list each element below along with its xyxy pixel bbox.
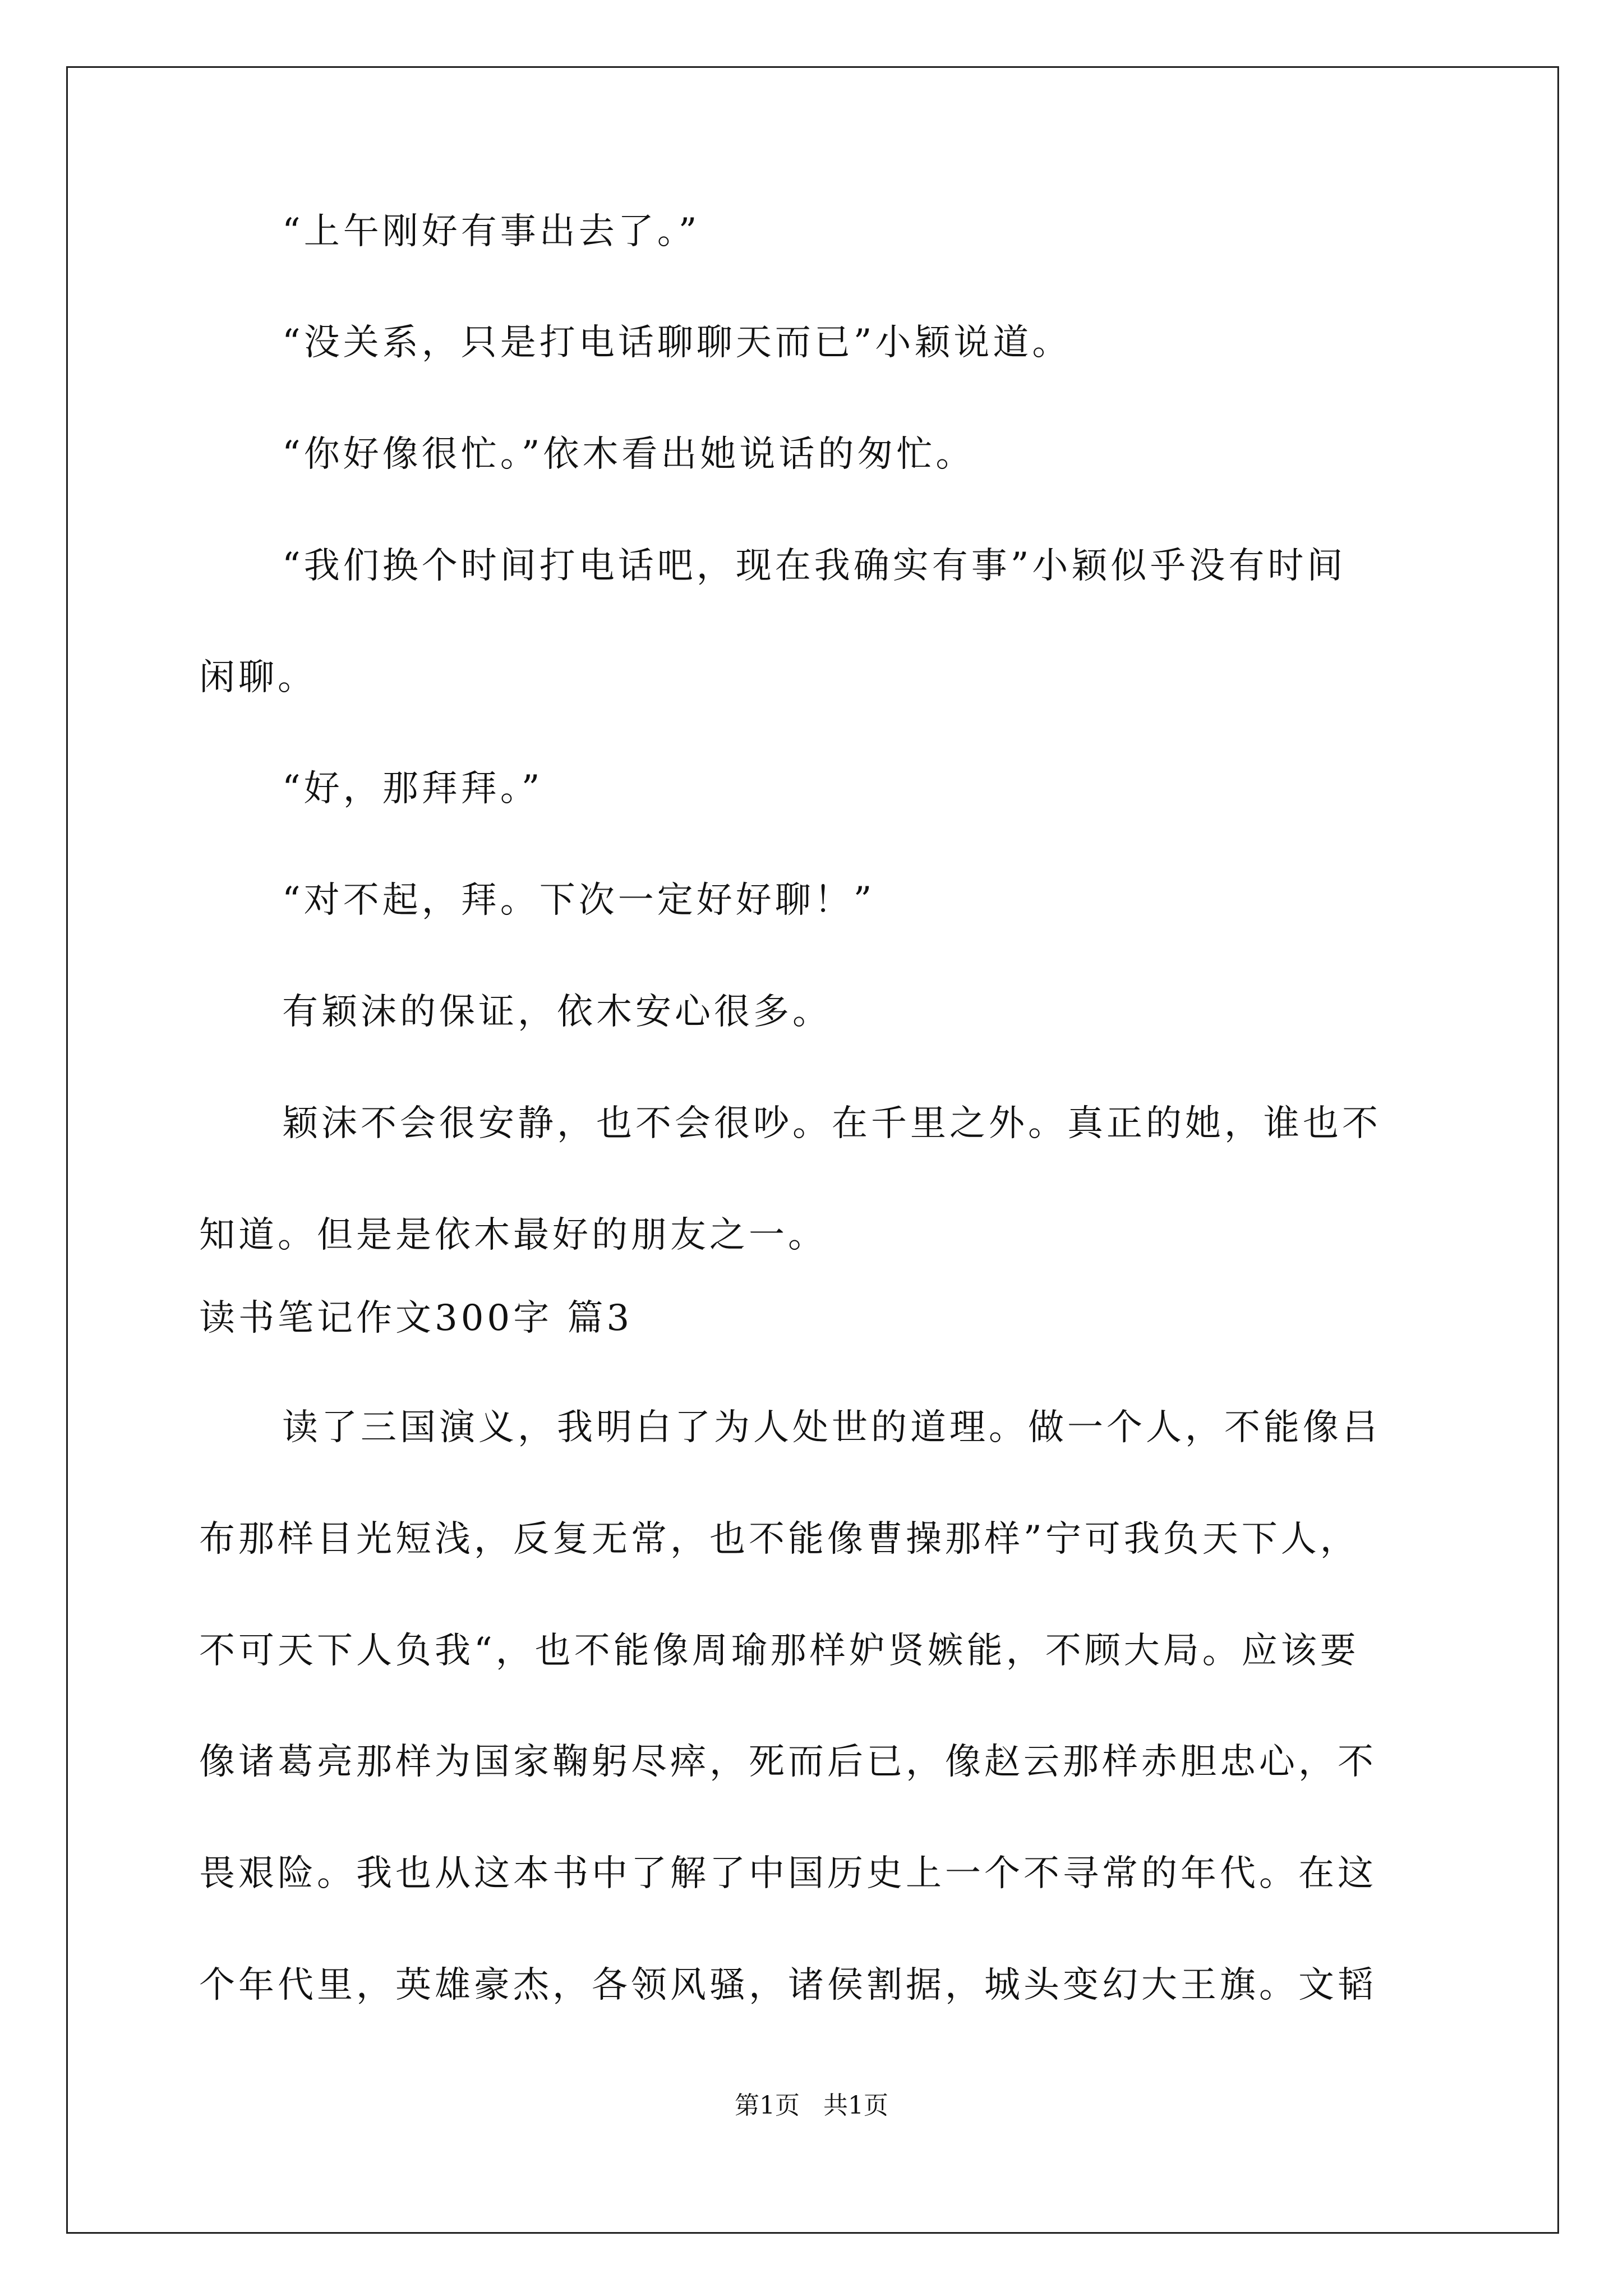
paragraph-line: 知道。但是是依木最好的朋友之一。: [199, 1214, 827, 1256]
paragraph-line: 像诸葛亮那样为国家鞠躬尽瘁，死而后已，像赵云那样赤胆忠心，不: [199, 1741, 1377, 1783]
paragraph-line: “上午刚好有事出去了。”: [282, 211, 700, 252]
paragraph-line: 不可天下人负我“，也不能像周瑜那样妒贤嫉能，不顾大局。应该要: [199, 1630, 1359, 1672]
paragraph-line: “我们换个时间打电话吧，现在我确实有事”小颖似乎没有时间: [282, 545, 1347, 587]
section-heading: 读书笔记作文300字 篇3: [199, 1297, 633, 1339]
page-border: [66, 66, 1559, 2234]
paragraph-line: 畏艰险。我也从这本书中了解了中国历史上一个不寻常的年代。在这: [199, 1853, 1377, 1894]
paragraph-line: “对不起，拜。下次一定好好聊！”: [282, 880, 875, 921]
paragraph-line: 个年代里，英雄豪杰，各领风骚，诸侯割据，城头变幻大王旗。文韬: [199, 1964, 1377, 2006]
paragraph-line: 颖沫不会很安静，也不会很吵。在千里之外。真正的她，谁也不: [282, 1103, 1381, 1144]
paragraph-line: “好，那拜拜。”: [282, 768, 543, 809]
page-footer: 第1页 共1页: [735, 2091, 888, 2120]
paragraph-line: 布那样目光短浅，反复无常，也不能像曹操那样”宁可我负天下人，: [199, 1519, 1359, 1560]
paragraph-line: 闲聊。: [199, 657, 317, 698]
paragraph-line: “你好像很忙。”依木看出她说话的匆忙。: [282, 434, 975, 475]
paragraph-line: “没关系，只是打电话聊聊天而已”小颖说道。: [282, 322, 1072, 364]
paragraph-line: 有颖沫的保证，依木安心很多。: [282, 991, 832, 1033]
paragraph-line: 读了三国演义，我明白了为人处世的道理。做一个人，不能像吕: [282, 1407, 1381, 1448]
